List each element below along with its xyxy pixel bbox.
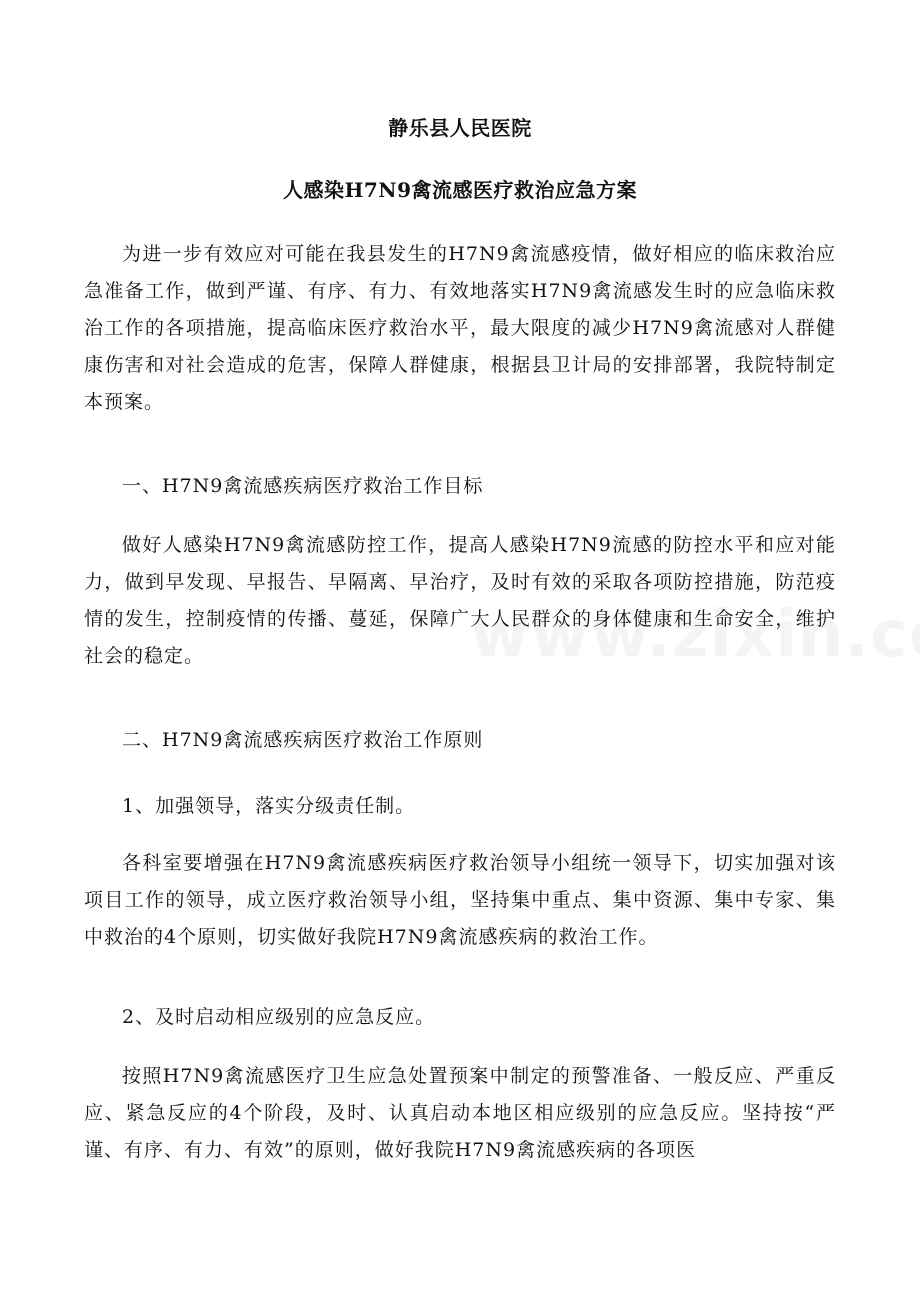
- principle1-body: 各科室要增强在H7N9禽流感疾病医疗救治领导小组统一领导下，切实加强对该项目工作的领导，成立医疗救治领导小组，坚持集中重点、集中资源、集中专家、集中救治的4个原则，切实做好我院H7N9禽流感疾病的救治工作。: [84, 852, 836, 948]
- section1-body: 做好人感染H7N9禽流感防控工作，提高人感染H7N9流感的防控水平和应对能力，做到早发现、早报告、早隔离、早治疗，及时有效的采取各项防控措施，防范疫情的发生，控制疫情的传播、蔓延，保障广大人民群众的身体健康和生命安全，维护社会的稳定。: [84, 534, 836, 667]
- principle1-heading: 1、加强领导，落实分级责任制。: [122, 795, 416, 817]
- principle2-heading: 2、及时启动相应级别的应急反应。: [122, 1006, 436, 1028]
- section1-heading: 一、H7N9禽流感疾病医疗救治工作目标: [122, 475, 484, 497]
- principle2-body: 按照H7N9禽流感医疗卫生应急处置预案中制定的预警准备、一般反应、严重反应、紧急反应的4个阶段，及时、认真启动本地区相应级别的应急反应。坚持按“严谨、有序、有力、有效”的原则，做好我院H7N9禽流感疾病的各项医: [84, 1065, 836, 1161]
- hospital-title: 静乐县人民医院: [388, 116, 532, 140]
- plan-title: 人感染H7N9禽流感医疗救治应急方案: [282, 178, 637, 202]
- intro-paragraph: 为进一步有效应对可能在我县发生的H7N9禽流感疫情，做好相应的临床救治应急准备工作，做到严谨、有序、有力、有效地落实H7N9禽流感发生时的应急临床救治工作的各项措施，提高临床医疗救治水平，最大限度的减少H7N9禽流感对人群健康伤害和对社会造成的危害，保障人群健康，根据县卫计局的安排部署，我院特制定本预案。: [84, 243, 836, 413]
- section2-heading: 二、H7N9禽流感疾病医疗救治工作原则: [122, 729, 484, 751]
